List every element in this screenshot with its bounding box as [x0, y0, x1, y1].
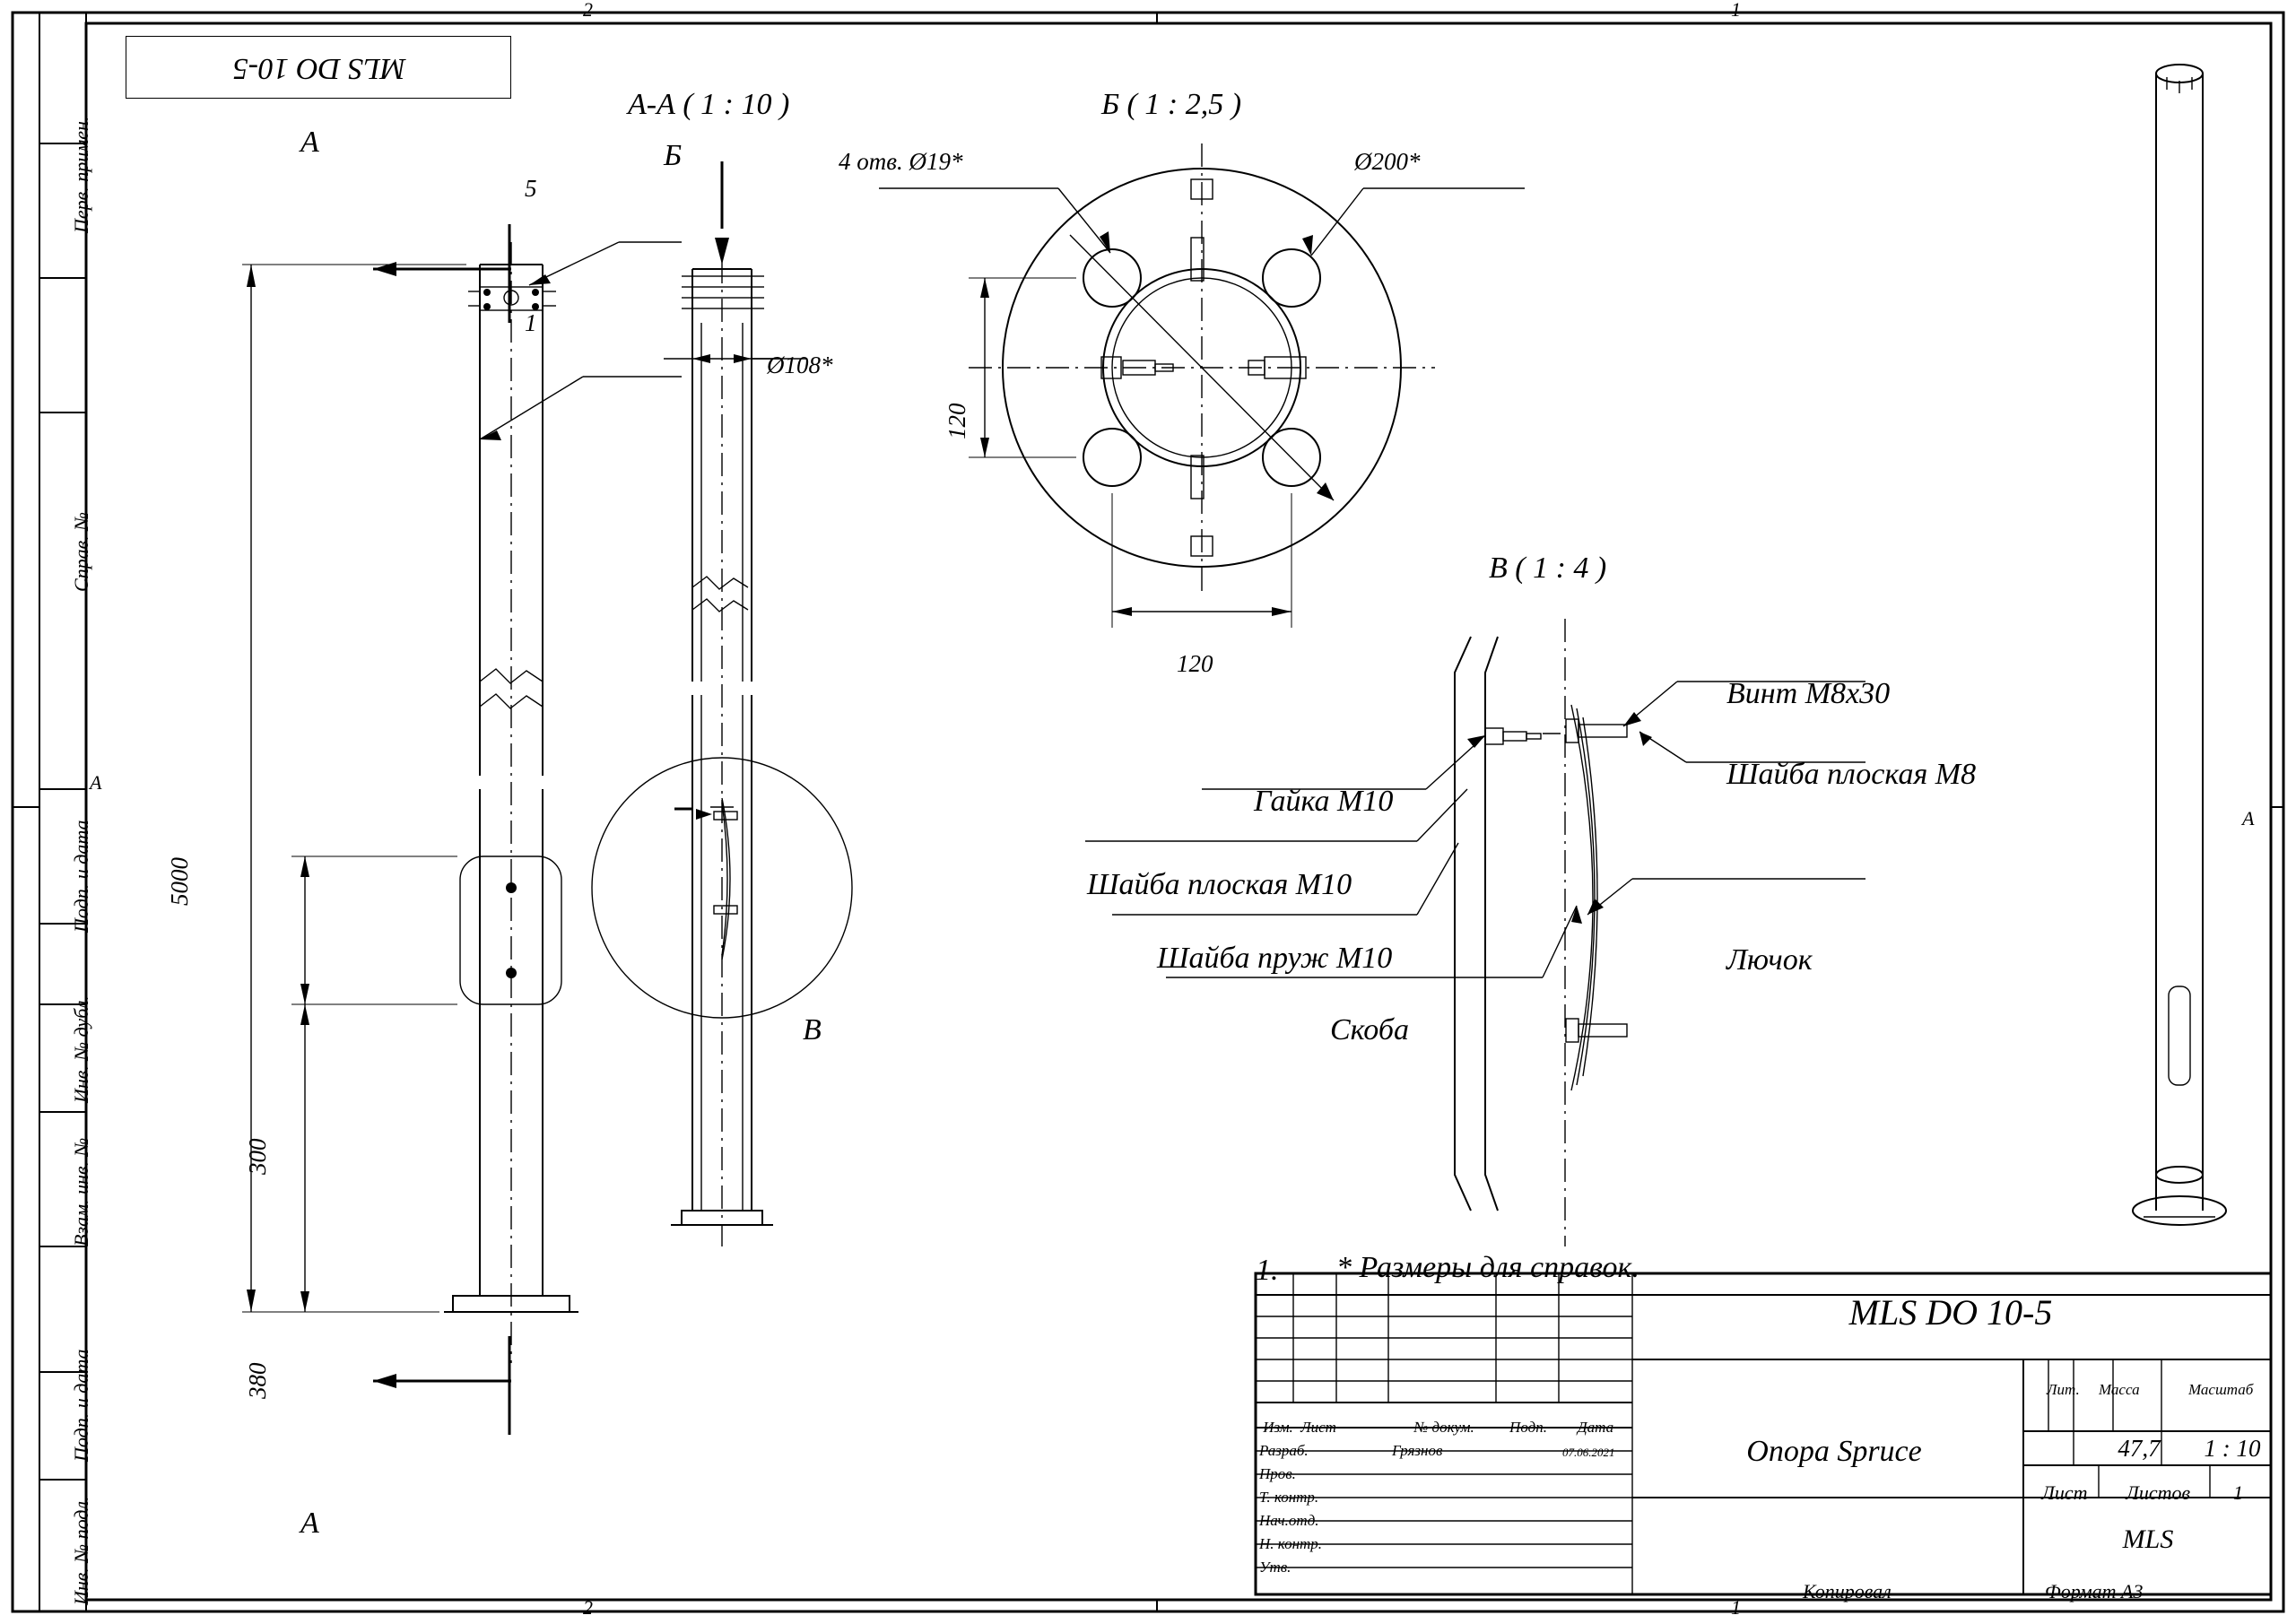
col-header-podp: Подп.	[1509, 1419, 1547, 1436]
scale-value: 1 : 10	[2204, 1435, 2261, 1462]
zone-letter-right: A	[2242, 807, 2255, 829]
callout-screw-m8x30: Винт М8х30	[1726, 677, 1891, 710]
note-text: * Размеры для справок.	[1336, 1251, 1639, 1284]
mass-value: 47,7	[2118, 1435, 2161, 1462]
row-role-prov: Пров.	[1259, 1465, 1296, 1482]
position-number-5: 5	[525, 175, 537, 202]
margin-label-podp-data-2: Подп. и дата	[70, 1349, 92, 1462]
company-name: MLS	[2122, 1524, 2174, 1554]
row-role-razrab: Разраб.	[1259, 1442, 1309, 1459]
position-number-1: 1	[525, 309, 537, 336]
col-header-list: Лист	[1300, 1419, 1336, 1436]
row-role-nachotd: Нач.отд.	[1259, 1512, 1319, 1529]
section-aa-title: А-А ( 1 : 10 )	[628, 88, 790, 121]
format-label: Формат A3	[2045, 1580, 2144, 1602]
callout-bracket: Скоба	[1330, 1013, 1409, 1046]
callout-hatch: Лючок	[1726, 943, 1813, 977]
dimension-pipe-dia: Ø108*	[767, 352, 833, 378]
zone-bottom-right: 1	[1731, 1596, 1741, 1619]
zone-bottom-left: 2	[583, 1596, 593, 1619]
sheet-label: Лист	[2041, 1481, 2088, 1504]
detail-circle-v-label: В	[803, 1013, 822, 1046]
callout-washer-flat-m8: Шайба плоская М8	[1726, 758, 1977, 791]
zone-letter-left: A	[90, 771, 102, 794]
row-date-razrab: 07.06.2021	[1562, 1446, 1615, 1459]
zone-top-right: 1	[1731, 0, 1741, 21]
callout-washer-spring-m10: Шайба пруж М10	[1157, 942, 1393, 975]
dimension-base-380: 380	[244, 1362, 271, 1399]
dimension-flange-dia: Ø200*	[1354, 148, 1421, 175]
row-role-nkontr: Н. контр.	[1259, 1535, 1323, 1552]
part-name: Опора Spruce	[1746, 1435, 1922, 1468]
margin-label-sprav: Справ. №	[70, 512, 92, 592]
view-b-title: Б ( 1 : 2,5 )	[1101, 88, 1242, 121]
lit-label: Лит.	[2047, 1381, 2080, 1398]
sheets-value: 1	[2233, 1481, 2243, 1504]
margin-label-inv-podl: Инв. № подл.	[70, 1496, 92, 1605]
scale-label: Масштаб	[2188, 1381, 2254, 1398]
drawing-code-text: MLS DO 10-5	[232, 52, 406, 85]
pole-isometric-view	[2081, 54, 2278, 1255]
margin-label-vzam-inv: Взам. инв. №	[70, 1137, 92, 1246]
row-role-tkontr: Т. контр.	[1259, 1489, 1319, 1506]
col-header-data: Дата	[1577, 1419, 1614, 1436]
callout-washer-flat-m10: Шайба плоская М10	[1087, 868, 1352, 901]
col-header-izm: Изм.	[1263, 1419, 1293, 1436]
dimension-window-300: 300	[244, 1138, 271, 1175]
zone-top-left: 2	[583, 0, 593, 21]
margin-label-podp-data-1: Подп. и дата	[70, 820, 92, 933]
view-v-title: В ( 1 : 4 )	[1489, 551, 1607, 585]
mass-label: Масса	[2099, 1381, 2140, 1398]
dimension-holes-label: 4 отв. Ø19*	[839, 148, 963, 175]
margin-label-inv-dubl: Инв. № дубл.	[70, 995, 92, 1103]
drawing-code-box	[126, 36, 511, 99]
note-number: 1.	[1256, 1254, 1279, 1287]
section-arrow-a-top-label: А	[300, 126, 319, 159]
section-arrow-a-bottom-label: А	[300, 1507, 319, 1540]
section-arrow-b-label: Б	[664, 139, 683, 172]
col-header-doc: № докум.	[1413, 1419, 1474, 1436]
callout-nut-m10: Гайка М10	[1254, 785, 1394, 818]
row-role-utv: Утв.	[1259, 1559, 1292, 1576]
sheets-label: Листов	[2126, 1481, 2191, 1504]
dimension-bolt-pitch-horizontal: 120	[1177, 650, 1213, 677]
row-name-razrab: Грязнов	[1392, 1442, 1443, 1459]
part-code: MLS DO 10-5	[1848, 1292, 2053, 1333]
dimension-height-5000: 5000	[166, 857, 193, 906]
copied-label: Копировал	[1803, 1580, 1892, 1602]
margin-label-perv-primen: Перв. примен.	[70, 116, 92, 233]
dimension-bolt-pitch-vertical: 120	[944, 403, 970, 439]
